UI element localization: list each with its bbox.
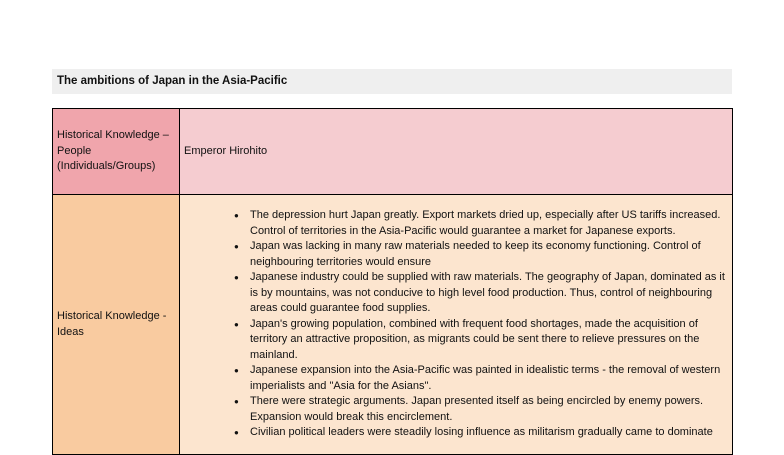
list-item: ● Japan's growing population, combined with frequent food shortages, made the acquisition of territory an attractive proposition, as migrants could be sent there to relieve pressures on the mainland. [250, 317, 728, 364]
list-item: ● Japan was lacking in many raw materials needed to keep its economy functioning. Control of neighbouring territories would ensure [250, 239, 728, 270]
document-title: The ambitions of Japan in the Asia-Pacific [52, 69, 732, 94]
history-table [52, 108, 733, 455]
list-item: ● There were strategic arguments. Japan presented itself as being encircled by enemy powers. Expansion would break this encirclement. [250, 394, 728, 425]
table-row-people [53, 109, 733, 195]
row-label-people: Historical Knowledge – People (Individuals/Groups) [53, 109, 180, 195]
list-item: ● The depression hurt Japan greatly. Export markets dried up, especially after US tariffs increased. Control of territories in the Asia-Pacific would guarantee a market for Japanese exports. [250, 208, 728, 239]
list-item: ● Japanese industry could be supplied with raw materials. The geography of Japan, dominated as it is by mountains, was not conducive to high level food production. Thus, control of neighbouring areas could guarantee food supplies. [250, 270, 728, 317]
row-value-people: Emperor Hirohito [180, 109, 733, 195]
row-label-ideas: Historical Knowledge - Ideas [53, 195, 180, 455]
list-item: ● Japanese expansion into the Asia-Pacific was painted in idealistic terms - the removal of western imperialists and "Asia for the Asians". [250, 363, 728, 394]
row-value-ideas [180, 195, 733, 455]
ideas-bullet-list [184, 208, 728, 441]
list-item: ● Civilian political leaders were steadily losing influence as militarism gradually came to dominate [250, 425, 728, 441]
table-row-ideas [53, 195, 733, 455]
